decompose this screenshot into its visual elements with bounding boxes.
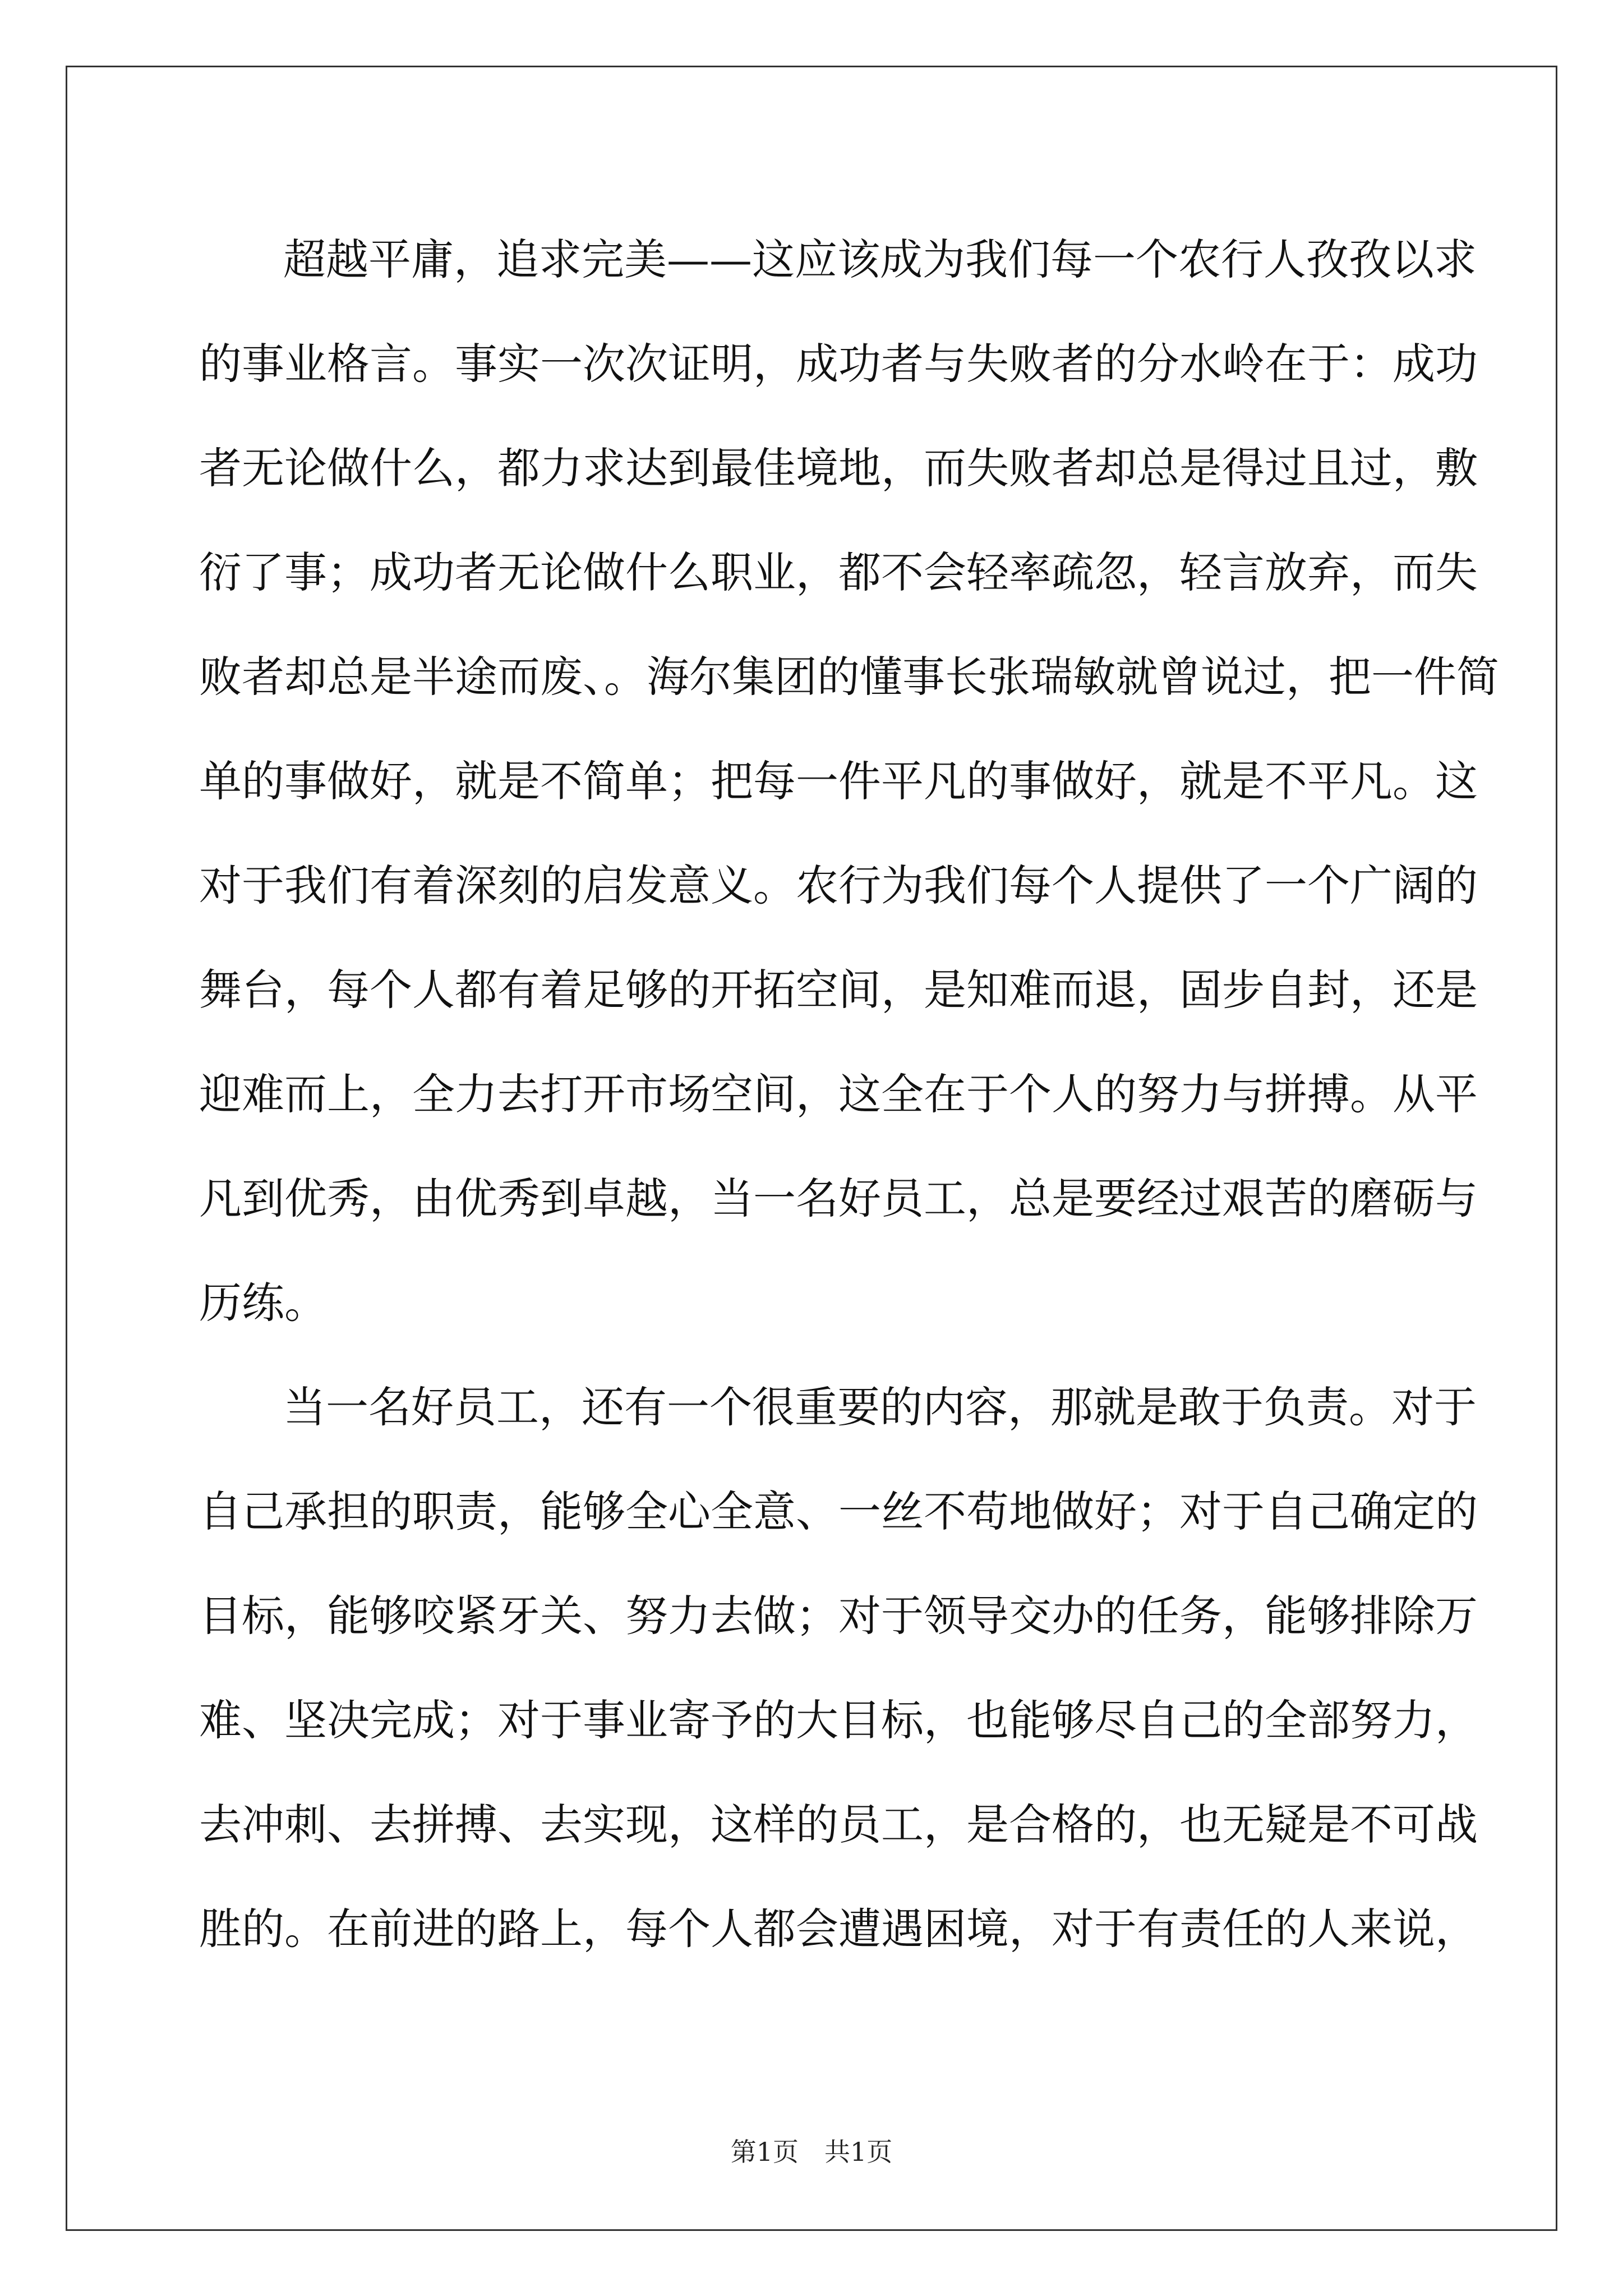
paragraph-2-line-6: 胜的。在前进的路上，每个人都会遭遇困境，对于有责任的人来说， bbox=[199, 1904, 1478, 1954]
paragraph-1-line-6: 单的事做好，就是不简单；把每一件平凡的事做好，就是不平凡。这 bbox=[199, 756, 1478, 806]
paragraph-2-line-5: 去冲刺、去拼搏、去实现，这样的员工，是合格的，也无疑是不可战 bbox=[199, 1800, 1478, 1849]
paragraph-1-line-2: 的事业格言。事实一次次证明，成功者与失败者的分水岭在于：成功 bbox=[199, 339, 1478, 389]
paragraph-1-line-3: 者无论做什么，都力求达到最佳境地，而失败者却总是得过且过，敷 bbox=[199, 443, 1478, 493]
paragraph-1-line-10: 凡到优秀，由优秀到卓越，当一名好员工，总是要经过艰苦的磨砺与 bbox=[199, 1174, 1478, 1223]
paragraph-1-line-1: 超越平庸，追求完美——这应该成为我们每一个农行人孜孜以求 bbox=[283, 234, 1477, 284]
paragraph-1-line-7: 对于我们有着深刻的启发意义。农行为我们每个人提供了一个广阔的 bbox=[199, 861, 1478, 910]
paragraph-1-line-5: 败者却总是半途而废、。海尔集团的懂事长张瑞敏就曾说过，把一件简 bbox=[199, 652, 1499, 702]
page-footer: 第1页 共1页 bbox=[730, 2137, 893, 2167]
paragraph-1-line-8: 舞台，每个人都有着足够的开拓空间，是知难而退，固步自封，还是 bbox=[199, 965, 1478, 1015]
paragraph-2-line-4: 难、坚决完成；对于事业寄予的大目标，也能够尽自己的全部努力， bbox=[199, 1695, 1478, 1745]
paragraph-2-line-3: 目标，能够咬紧牙关、努力去做；对于领导交办的任务，能够排除万 bbox=[199, 1591, 1478, 1641]
document-body bbox=[199, 208, 1499, 1981]
paragraph-1-line-4: 衍了事；成功者无论做什么职业，都不会轻率疏忽，轻言放弃，而失 bbox=[199, 547, 1478, 597]
paragraph-1-line-11: 历练。 bbox=[199, 1278, 327, 1328]
paragraph-2-line-2: 自己承担的职责，能够全心全意、一丝不苟地做好；对于自己确定的 bbox=[199, 1487, 1478, 1536]
paragraph-1-line-9: 迎难而上，全力去打开市场空间，这全在于个人的努力与拼搏。从平 bbox=[199, 1069, 1478, 1119]
paragraph-2-line-1: 当一名好员工，还有一个很重要的内容，那就是敢于负责。对于 bbox=[283, 1382, 1477, 1432]
